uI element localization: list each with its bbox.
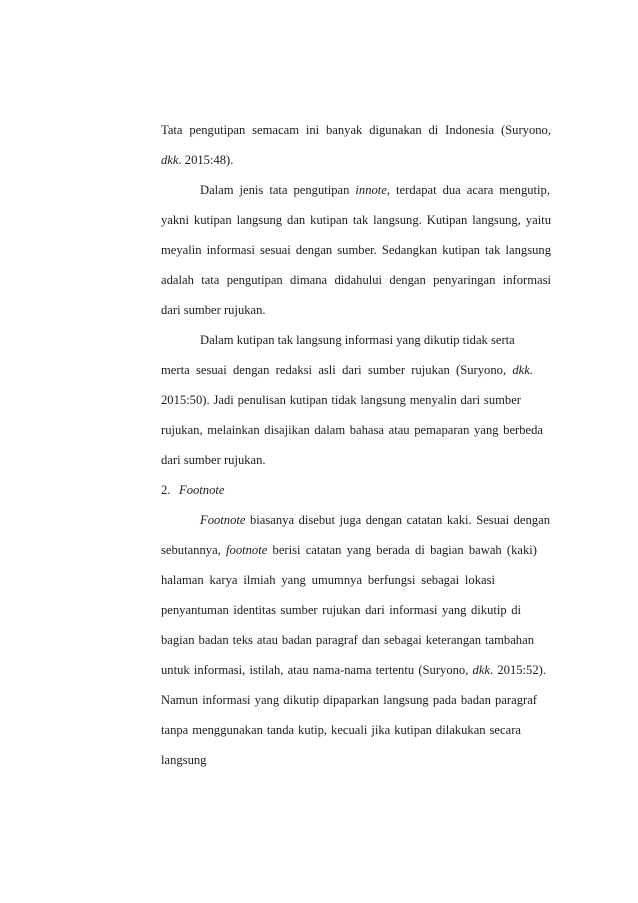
italic-text-run: dkk <box>472 663 491 677</box>
body-text-line <box>161 212 551 228</box>
body-text-line <box>161 302 551 318</box>
section-title: Footnote <box>179 483 225 497</box>
body-text-line <box>161 422 543 438</box>
text-run: meyalin informasi sesuai dengan sumber. Sedangkan kutipan tak langsung <box>161 243 551 257</box>
body-text-line <box>161 242 551 258</box>
text-run: biasanya disebut juga dengan catatan kaki. Sesuai dengan <box>245 513 550 527</box>
text-run: adalah tata pengutipan dimana didahului dengan penyaringan informasi <box>161 273 551 287</box>
text-run: , terdapat dua acara mengutip, <box>386 183 550 197</box>
text-run: tanpa menggunakan tanda kutip, kecuali jika kutipan dilakukan secara <box>161 723 521 737</box>
body-text-line <box>161 122 551 138</box>
section-number: 2. <box>161 483 171 497</box>
body-text-line <box>161 602 521 618</box>
text-run: Dalam jenis tata pengutipan <box>200 183 356 197</box>
text-run: dari sumber rujukan. <box>161 303 266 317</box>
text-run: langsung <box>161 753 207 767</box>
section-heading <box>161 482 551 498</box>
text-run: . 2015:48). <box>178 153 234 167</box>
text-run: Tata pengutipan semacam ini banyak digunakan di Indonesia (Suryono, <box>161 123 551 137</box>
body-text-line <box>161 692 537 708</box>
body-text-line <box>161 452 551 468</box>
italic-text-run: footnote <box>226 543 268 557</box>
text-run: . 2015:52). <box>490 663 546 677</box>
text-run: untuk informasi, istilah, atau nama-nama tertentu (Suryono, <box>161 663 473 677</box>
text-run: sebutannya, <box>161 543 227 557</box>
text-run: berisi catatan yang berada di bagian bawah (kaki) <box>267 543 538 557</box>
paragraph-first-line <box>200 512 550 528</box>
body-text-line <box>161 722 521 738</box>
body-text-line <box>161 362 533 378</box>
italic-text-run: dkk <box>161 153 179 167</box>
text-run: penyantuman identitas sumber rujukan dari informasi yang dikutip di <box>161 603 521 617</box>
body-text-line <box>161 632 534 648</box>
text-run: Dalam kutipan tak langsung informasi yang dikutip tidak serta <box>200 333 515 347</box>
text-run: dari sumber rujukan. <box>161 453 266 467</box>
italic-text-run: Footnote <box>200 513 246 527</box>
italic-text-run: dkk. <box>512 363 533 377</box>
body-text-line <box>161 572 495 588</box>
body-text-line <box>161 152 551 168</box>
text-run: Namun informasi yang dikutip dipaparkan langsung pada badan paragraf <box>161 693 537 707</box>
text-run: 2015:50). Jadi penulisan kutipan tidak langsung menyalin dari sumber <box>161 393 521 407</box>
paragraph-first-line <box>200 332 522 348</box>
text-run: rujukan, melainkan disajikan dalam bahasa atau pemaparan yang berbeda <box>161 423 543 437</box>
body-text-line <box>161 272 551 288</box>
text-run: yakni kutipan langsung dan kutipan tak langsung. Kutipan langsung, yaitu <box>161 213 551 227</box>
text-run: merta sesuai dengan redaksi asli dari sumber rujukan (Suryono, <box>161 363 513 377</box>
body-text-line <box>161 542 537 558</box>
body-text-line <box>161 662 546 678</box>
text-run: halaman karya ilmiah yang umumnya berfungsi sebagai lokasi <box>161 573 495 587</box>
body-text-line <box>161 392 521 408</box>
paragraph-first-line <box>200 182 550 198</box>
body-text-line <box>161 752 551 768</box>
italic-text-run: innote <box>355 183 387 197</box>
text-run: bagian badan teks atau badan paragraf dan sebagai keterangan tambahan <box>161 633 534 647</box>
